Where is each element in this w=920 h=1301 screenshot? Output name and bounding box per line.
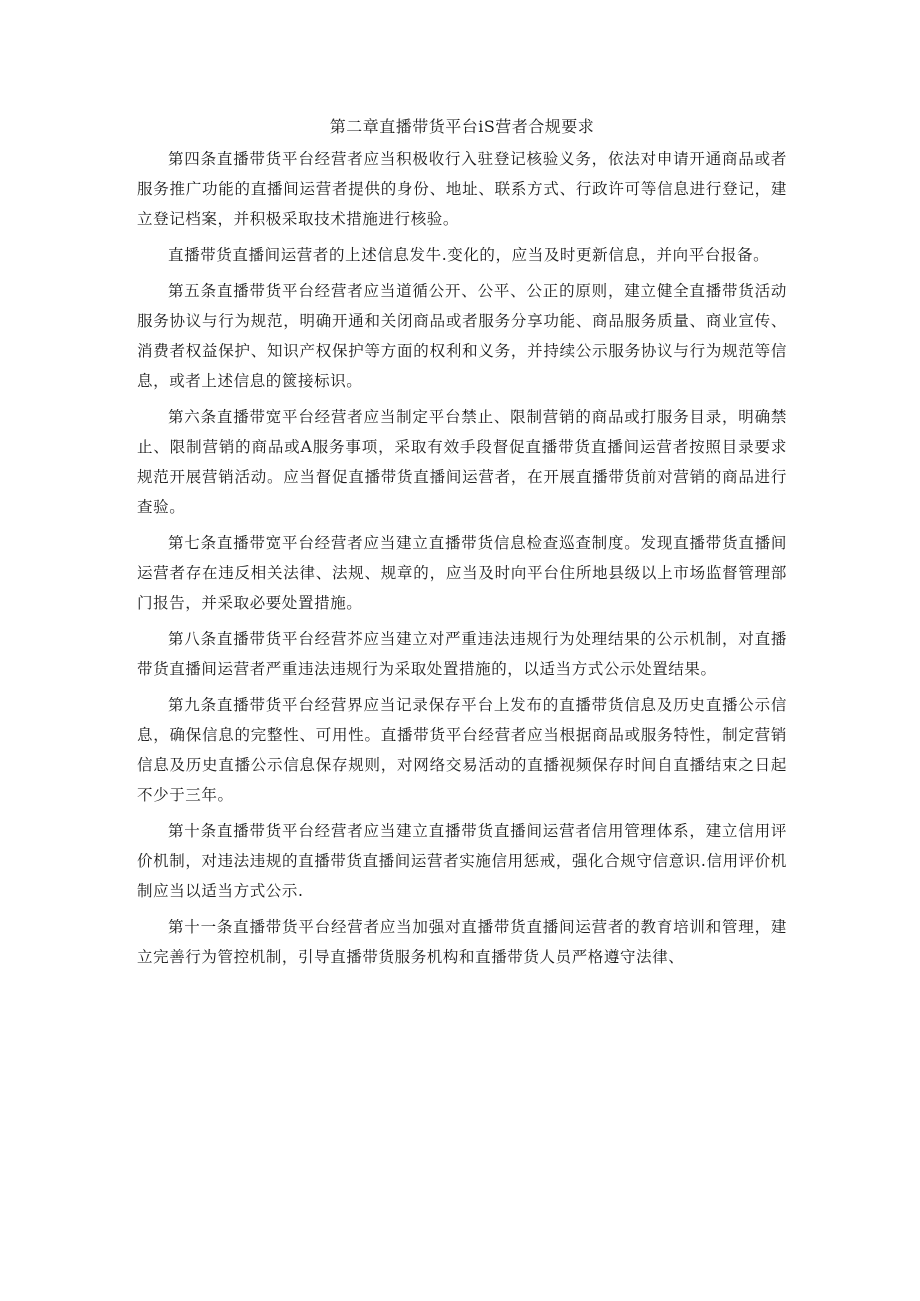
article-4-supplement: 直播带货直播间运营者的上述信息发牛.变化的，应当及时更新信息，并向平台报备。: [168, 246, 770, 264]
article-10: 第十条直播带货平台经营者应当建立直播带货直播间运营者信用管理体系，建立信用评价机制，对违法违规的直播带货直播间运营者实施信用惩戒，强化合规守信意识.信用评价机制应当以适当方式公示.: [137, 822, 787, 900]
chapter-title: 第二章直播带货平台iS营者合规要求: [329, 117, 595, 136]
article-11: 第十一条直播带货平台经营者应当加强对直播带货直播间运营者的教育培训和管理，建立完善行为管控机制，引导直播带货服务机构和直播带货人员严格遵守法律、: [137, 918, 787, 966]
article-5: 第五条直播带货平台经营者应当道循公开、公平、公正的原则，建立健全直播带货活动服务协议与行为规范，明确开通和关闭商品或者服务分享功能、商品服务质量、商业宣传、消费者权益保护、知识产权保护等方面的权利和义务，并持续公示服务协议与行为规范等信息，或者上述信息的篋接标识。: [137, 282, 787, 390]
article-7: 第七条直播带宽平台经营者应当建立直播带货信息检查巡查制度。发现直播带货直播间运营者存在违反相关法律、法规、规章的，应当及时向平台住所地县级以上市场监督管理部门报告，并采取必要处置措施。: [137, 534, 787, 612]
document-page: [137, 112, 787, 978]
article-9: 第九条直播带货平台经营界应当记录保存平台上发布的直播带货信息及历史直播公示信息，确保信息的完整性、可用性。直播带货平台经营者应当根据商品或服务特性，制定营销信息及历史直播公示信息保存规则，对网络交易活动的直播视频保存时间自直播结束之日起不少于三年。: [137, 696, 787, 804]
article-8: 第八条直播带货平台经营芥应当建立对严重违法违规行为处理结果的公示机制，对直播带货直播间运营者严重违法违规行为采取处置措施的，以适当方式公示处置结果。: [137, 630, 787, 678]
article-4: 第四条直播带货平台经营者应当积极收行入驻登记核验义务，依法对申请开通商品或者服务推广功能的直播间运营者提供的身份、地址、联系方式、行政许可等信息进行登记，建立登记档案，并积极采取技术措施进行核验。: [137, 150, 787, 228]
article-6: 第六条直播带宽平台经营者应当制定平台禁止、限制营销的商品或打服务目录，明确禁止、限制营销的商品或A服务事项，采取有效手段督促直播带货直播间运营者按照目录要求规范开展营销活动。应当督促直播带货直播间运营者，在开展直播带货前对营销的商品进行查验。: [137, 408, 787, 516]
